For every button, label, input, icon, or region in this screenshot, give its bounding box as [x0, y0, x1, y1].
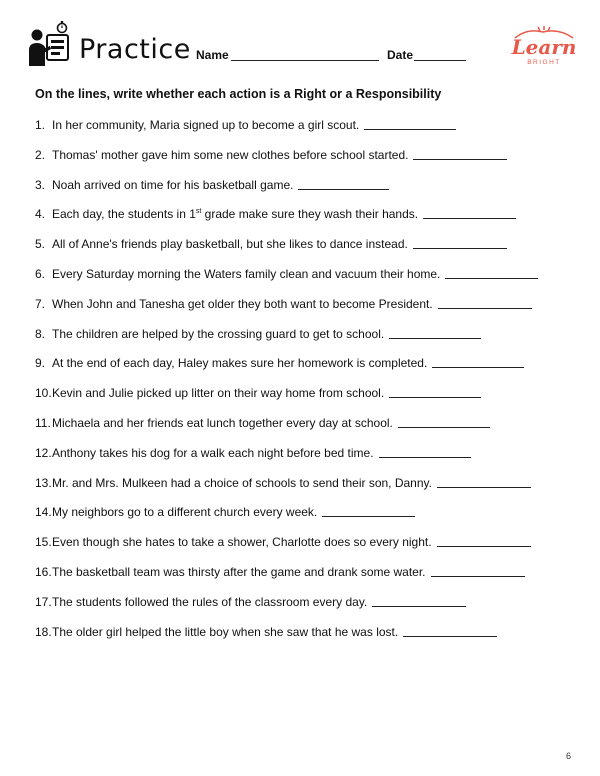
question-number: 7.	[35, 296, 46, 311]
answer-line[interactable]	[423, 208, 516, 219]
name-label: Name	[196, 48, 229, 62]
answer-line[interactable]	[403, 626, 497, 637]
question-number: 13.	[35, 475, 52, 490]
answer-line[interactable]	[413, 149, 507, 160]
answer-line[interactable]	[398, 417, 490, 428]
question-text: When John and Tanesha get older they both want to become President.	[52, 296, 433, 311]
answer-line[interactable]	[445, 268, 538, 279]
answer-line[interactable]	[437, 536, 531, 547]
question-text: Anthony takes his dog for a walk each night before bed time.	[52, 445, 374, 460]
question-number: 14.	[35, 505, 52, 520]
name-field[interactable]	[231, 60, 379, 61]
logo-sub: BRIGHT	[527, 59, 561, 66]
question-item	[35, 625, 538, 655]
question-number: 2.	[35, 147, 46, 162]
answer-line[interactable]	[322, 506, 415, 517]
question-text: Even though she hates to take a shower, Charlotte does so every night.	[52, 535, 432, 550]
question-number: 11.	[35, 415, 51, 430]
question-text: All of Anne's friends play basketball, but she likes to dance instead.	[52, 237, 408, 252]
question-number: 12.	[35, 445, 52, 460]
question-item	[35, 565, 538, 595]
question-text: The basketball team was thirsty after the game and drank some water.	[52, 564, 426, 579]
question-item	[35, 297, 538, 327]
question-number: 5.	[35, 237, 46, 252]
question-item	[35, 118, 538, 148]
question-text: Noah arrived on time for his basketball game.	[52, 177, 294, 192]
question-number: 3.	[35, 177, 46, 192]
answer-line[interactable]	[438, 298, 532, 309]
question-item	[35, 327, 538, 357]
learn-bright-logo	[507, 24, 581, 66]
question-number: 1.	[35, 118, 46, 132]
question-number: 4.	[35, 207, 46, 222]
question-text: Mr. and Mrs. Mulkeen had a choice of schools to send their son, Danny.	[52, 475, 432, 490]
question-text: Every Saturday morning the Waters family clean and vacuum their home.	[52, 266, 441, 281]
question-text: Each day, the students in 1st grade make sure they wash their hands.	[52, 207, 419, 222]
question-text: My neighbors go to a different church every week.	[52, 505, 318, 520]
question-list	[35, 118, 538, 654]
page-title: Practice	[79, 34, 191, 65]
question-number: 15.	[35, 535, 52, 550]
question-item	[35, 356, 538, 386]
question-text: The older girl helped the little boy when she saw that he was lost.	[52, 624, 399, 639]
date-field[interactable]	[414, 60, 466, 61]
answer-line[interactable]	[431, 566, 525, 577]
answer-line[interactable]	[364, 119, 456, 130]
question-item	[35, 505, 538, 535]
question-text: Kevin and Julie picked up litter on their way home from school.	[52, 386, 385, 401]
answer-line[interactable]	[379, 447, 471, 458]
question-text: At the end of each day, Haley makes sure her homework is completed.	[52, 356, 428, 371]
question-item	[35, 207, 538, 237]
question-item	[35, 267, 538, 297]
question-item	[35, 535, 538, 565]
question-item	[35, 476, 538, 506]
question-item	[35, 386, 538, 416]
question-number: 8.	[35, 326, 46, 341]
page-number: 6	[566, 751, 572, 761]
question-text: Michaela and her friends eat lunch together every day at school.	[52, 415, 393, 430]
question-item	[35, 148, 538, 178]
answer-line[interactable]	[413, 238, 507, 249]
question-text: Thomas' mother gave him some new clothes before school started.	[52, 147, 409, 162]
instructions: On the lines, write whether each action is a Right or a Responsibility	[35, 87, 442, 101]
answer-line[interactable]	[389, 328, 481, 339]
question-text: The children are helped by the crossing guard to get to school.	[52, 326, 385, 341]
question-number: 16.	[35, 564, 52, 579]
question-number: 17.	[35, 594, 52, 609]
question-number: 9.	[35, 356, 46, 371]
answer-line[interactable]	[372, 596, 466, 607]
question-item	[35, 237, 538, 267]
question-item	[35, 178, 538, 208]
question-number: 18.	[35, 624, 52, 639]
answer-line[interactable]	[389, 387, 481, 398]
answer-line[interactable]	[298, 179, 389, 190]
teacher-board-icon	[28, 20, 70, 68]
question-number: 10.	[35, 386, 52, 401]
question-text: In her community, Maria signed up to become a girl scout.	[52, 118, 360, 132]
date-label: Date	[387, 48, 414, 62]
answer-line[interactable]	[432, 357, 524, 368]
question-text: The students followed the rules of the classroom every day.	[52, 594, 368, 609]
question-number: 6.	[35, 266, 46, 281]
question-item	[35, 595, 538, 625]
logo-word: Learn	[511, 35, 577, 59]
question-item	[35, 416, 538, 446]
answer-line[interactable]	[437, 477, 531, 488]
question-item	[35, 446, 538, 476]
